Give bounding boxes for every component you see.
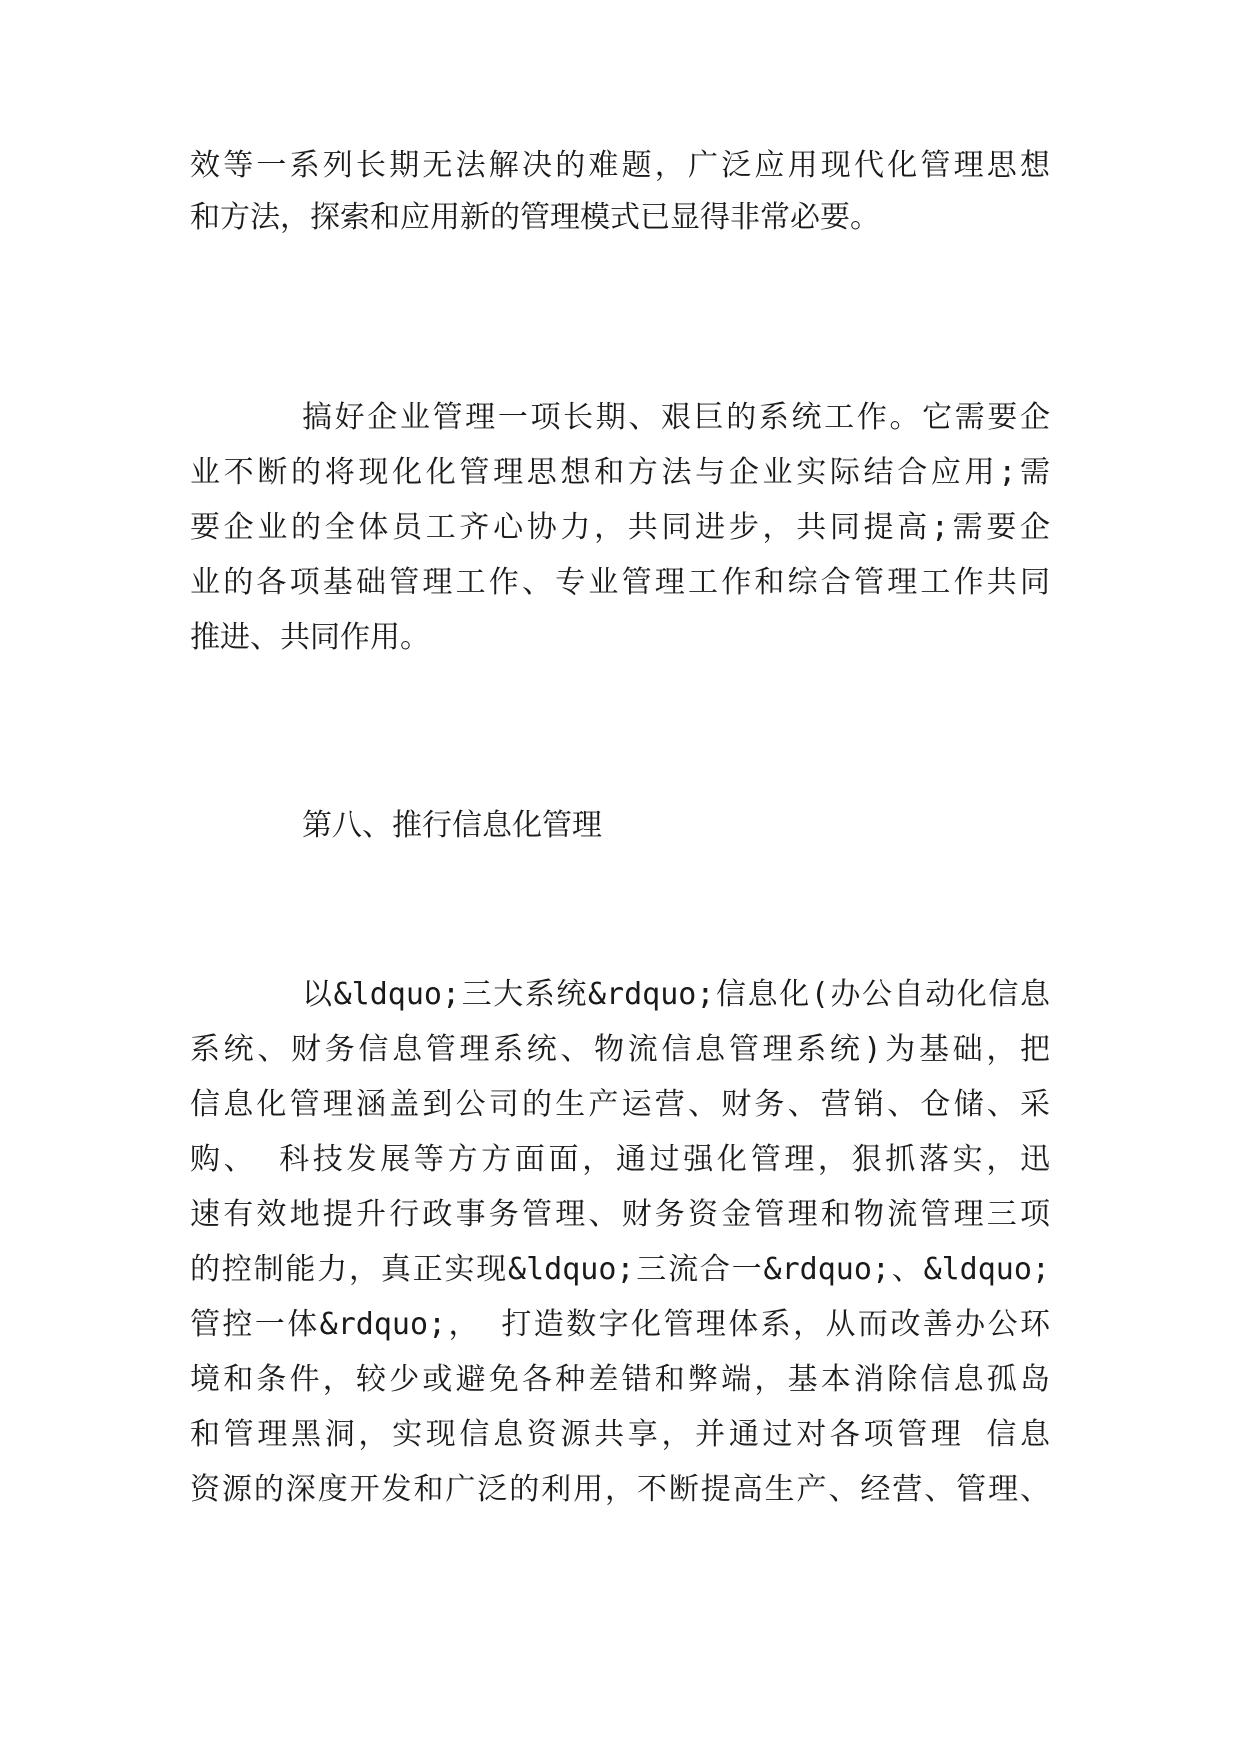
paragraph-line: 推进、共同作用。 [190,620,430,655]
paragraph-line: 和管理黑洞，实现信息资源共享，并通过对各项管理 信息 [190,1417,1050,1452]
paragraph-line: 境和条件，较少或避免各种差错和弊端，基本消除信息孤岛 [190,1362,1050,1397]
paragraph-line: 资源的深度开发和广泛的利用，不断提高生产、经营、管理、 [190,1472,1050,1507]
paragraph-line: 信息化管理涵盖到公司的生产运营、财务、营销、仓储、采 [190,1087,1050,1122]
paragraph-line: 系统、财务信息管理系统、物流信息管理系统)为基础，把 [190,1032,1050,1067]
paragraph-line: 购、 科技发展等方方面面，通过强化管理，狠抓落实，迅 [190,1142,1050,1177]
paragraph-line: 要企业的全体员工齐心协力，共同进步，共同提高;需要企 [190,510,1050,545]
paragraph-line: 效等一系列长期无法解决的难题，广泛应用现代化管理思想 [190,148,1050,183]
paragraph-line: 业的各项基础管理工作、专业管理工作和综合管理工作共同 [190,565,1050,600]
paragraph-line: 搞好企业管理一项长期、艰巨的系统工作。它需要企 [302,400,1050,435]
section-heading: 第八、推行信息化管理 [302,808,602,843]
paragraph-line: 业不断的将现化化管理思想和方法与企业实际结合应用;需 [190,455,1050,490]
paragraph-line: 速有效地提升行政事务管理、财务资金管理和物流管理三项 [190,1197,1050,1232]
paragraph-line: 的控制能力，真正实现&ldquo;三流合一&rdquo;、&ldquo; [190,1252,1050,1287]
paragraph-line: 以&ldquo;三大系统&rdquo;信息化(办公自动化信息 [302,977,1050,1012]
paragraph-line: 和方法，探索和应用新的管理模式已显得非常必要。 [190,200,880,235]
paragraph-line: 管控一体&rdquo;， 打造数字化管理体系，从而改善办公环 [190,1307,1050,1342]
